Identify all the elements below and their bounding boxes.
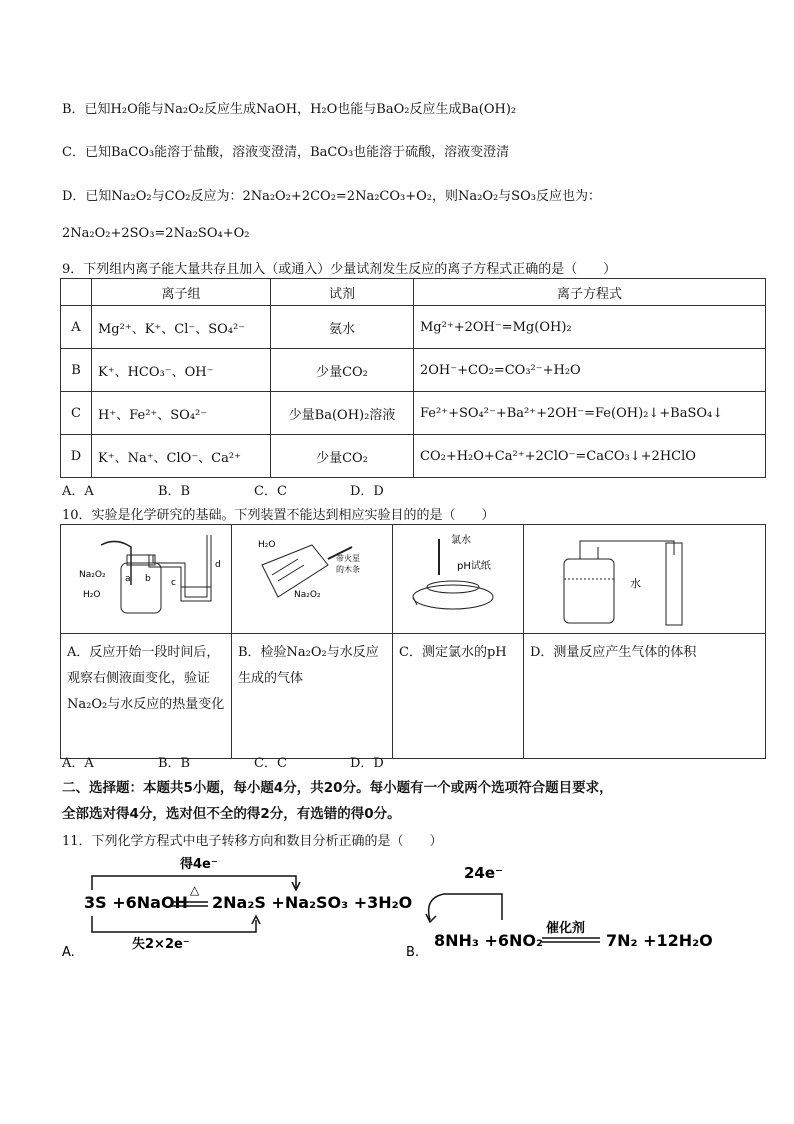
figure-b-label-na2o2: Na₂O₂ [294,590,321,600]
q8-option-d-equation: 2Na₂O₂+2SO₃=2Na₂SO₄+O₂ [62,226,250,241]
q9-row-label: D [61,435,92,478]
figure-b-apparatus [232,525,392,629]
q10-caption-d: D．测量反应产生气体的体积 [524,634,766,759]
q9-header-cell: 离子组 [92,279,271,306]
q9-row [61,306,766,349]
q11-option-b-figure [400,850,730,960]
q9-choice-d[interactable]: D．D [350,484,384,499]
q9-row-label: B [61,349,92,392]
q11-a-gain-label: 得4e⁻ [180,857,218,872]
q9-row-label: C [61,392,92,435]
q9-row [61,392,766,435]
q11-a-rhs: 2Na₂S +Na₂SO₃ +3H₂O [212,893,413,912]
q10-table [60,524,766,759]
q10-choice-b[interactable]: B．B [158,756,191,771]
q11-b-rhs: 7N₂ +12H₂O [606,931,713,950]
q8-option-c: C．已知BaCO₃能溶于盐酸，溶液变澄清，BaCO₃也能溶于硫酸，溶液变澄清 [62,145,510,160]
q11-a-label[interactable]: A. [62,945,75,960]
figure-a-label-na2o2: Na₂O₂ [79,570,106,580]
q9-ions: K⁺、HCO₃⁻、OH⁻ [92,349,271,392]
q9-header-cell: 试剂 [271,279,414,306]
q10-caption-a: A．反应开始一段时间后，观察右侧液面变化，验证Na₂O₂与水反应的热量变化 [61,634,232,759]
figure-a-label-c: c [171,578,176,588]
figure-a-apparatus [61,525,231,629]
q10-choices [62,752,446,771]
section2-heading-line1: 二、选择题：本题共5小题，每小题4分，共20分。每小题有一个或两个选项符合题目要求， [62,780,613,796]
q10-caption-b: B．检验Na₂O₂与水反应生成的气体 [232,634,393,759]
q9-choice-c[interactable]: C．C [254,484,287,499]
q11-b-condition: 催化剂 [546,921,586,936]
q9-reagent: 氨水 [271,306,414,349]
figure-a-label-h2o: H₂O [83,590,101,600]
q10-caption-row [61,634,766,759]
q9-ions: Mg²⁺、K⁺、Cl⁻、SO₄²⁻ [92,306,271,349]
q10-choice-c[interactable]: C．C [254,756,287,771]
q10-figure-c-cell [393,525,524,634]
figure-b-label-splint2: 的木条 [336,565,360,574]
q9-choices [62,480,446,499]
q11-a-condition: △ [190,883,200,897]
figure-b-label-h2o: H₂O [258,540,276,550]
q9-header-cell: 离子方程式 [414,279,766,306]
q11-a-lose-label: 失2×2e⁻ [132,937,190,952]
figure-c-label-chlorine-water: 氯水 [451,535,471,546]
q10-figure-a-cell [61,525,232,634]
q9-reagent: 少量Ba(OH)₂溶液 [271,392,414,435]
figure-b-label-splint1: 带火星 [336,554,360,563]
q9-table [60,278,766,478]
q9-row [61,349,766,392]
figure-c-label-ph-paper: pH试纸 [457,561,491,572]
q11-option-a-figure [60,850,413,960]
q9-row [61,435,766,478]
q9-ions: H⁺、Fe²⁺、SO₄²⁻ [92,392,271,435]
q9-equation: Mg²⁺+2OH⁻=Mg(OH)₂ [414,306,766,349]
figure-a-label-b: b [145,574,151,584]
q8-option-b: B．已知H₂O能与Na₂O₂反应生成NaOH，H₂O也能与BaO₂反应生成Ba(OH)₂ [62,102,517,117]
q10-figure-row [61,525,766,634]
q10-figure-b-cell [232,525,393,634]
figure-a-label-a: a [125,574,131,584]
q11-b-count-label: 24e⁻ [464,864,503,882]
q10-choice-a[interactable]: A．A [62,756,94,771]
q9-choice-a[interactable]: A．A [62,484,94,499]
q10-figure-d-cell [524,525,766,634]
section2-heading-line2: 全部选对得4分，选对但不全的得2分，有选错的得0分。 [62,806,401,822]
q9-choice-b[interactable]: B．B [158,484,191,499]
figure-d-label-water: 水 [630,577,641,590]
q10-choice-d[interactable]: D．D [350,756,384,771]
figure-c-apparatus [393,525,523,629]
q9-stem: 9．下列组内离子能大量共存且加入（或通入）少量试剂发生反应的离子方程式正确的是（ ） [62,262,617,277]
q11-a-lhs: 3S +6NaOH [84,893,188,912]
q9-reagent: 少量CO₂ [271,349,414,392]
q9-equation: 2OH⁻+CO₂=CO₃²⁻+H₂O [414,349,766,392]
figure-a-label-d: d [215,560,221,570]
q11-b-label[interactable]: B. [406,945,420,960]
figure-d-apparatus [524,525,724,629]
q9-row-label: A [61,306,92,349]
q9-header-cell [61,279,92,306]
q10-caption-c: C．测定氯水的pH [393,634,524,759]
q11-b-lhs: 8NH₃ +6NO₂ [434,931,544,950]
q9-reagent: 少量CO₂ [271,435,414,478]
q9-equation: Fe²⁺+SO₄²⁻+Ba²⁺+2OH⁻=Fe(OH)₂↓+BaSO₄↓ [414,392,766,435]
q11-stem: 11．下列化学方程式中电子转移方向和数目分析正确的是（ ） [62,834,443,849]
q8-option-d: D．已知Na₂O₂与CO₂反应为：2Na₂O₂+2CO₂=2Na₂CO₃+O₂，则Na₂O₂与SO₃反应也为： [62,189,601,204]
q9-header-row [61,279,766,306]
q9-ions: K⁺、Na⁺、ClO⁻、Ca²⁺ [92,435,271,478]
q10-stem: 10．实验是化学研究的基础。下列装置不能达到相应实验目的的是（ ） [62,508,495,523]
q9-equation: CO₂+H₂O+Ca²⁺+2ClO⁻=CaCO₃↓+2HClO [414,435,766,478]
